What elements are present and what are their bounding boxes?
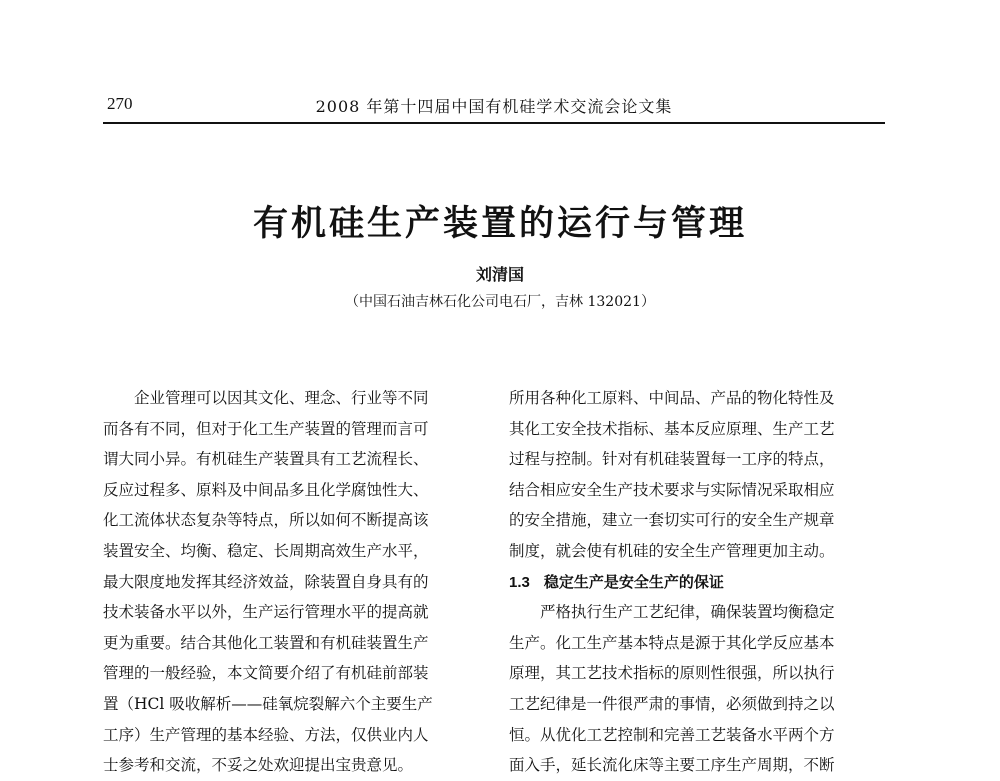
paragraph-line: 的安全措施，建立一套切实可行的安全生产规章: [509, 511, 835, 530]
author-affiliation: （中国石油吉林石化公司电石厂，吉林 132021）: [345, 294, 655, 310]
paragraph-line: 面入手，延长流化床等主要工序生产周期，不断: [509, 756, 835, 775]
paragraph-line: 原理，其工艺技术指标的原则性很强，所以执行: [509, 664, 835, 683]
paragraph-line: 最大限度地发挥其经济效益，除装置自身具有的: [103, 572, 429, 591]
section-title: 稳定生产是安全生产的保证: [543, 572, 724, 591]
paragraph-line: 所用各种化工原料、中间品、产品的物化特性及: [509, 389, 835, 407]
left-column: [103, 383, 483, 781]
paragraph-line: 置（HCl 吸收解析——硅氧烷裂解六个主要生产: [103, 694, 433, 713]
section-heading: [509, 567, 893, 598]
paragraph-line: 反应过程多、原料及中间品多且化学腐蚀性大、: [103, 480, 429, 499]
paragraph-line: 更为重要。结合其他化工装置和有机硅装置生产: [103, 633, 429, 652]
paragraph-line: 化工流体状态复杂等特点，所以如何不断提高该: [103, 511, 429, 530]
article-author: 刘清国: [475, 265, 524, 284]
paragraph-line: 工序）生产管理的基本经验、方法，仅供业内人: [103, 725, 429, 744]
paragraph-line: 谓大同小异。有机硅生产装置具有工艺流程长、: [103, 450, 429, 469]
paragraph-line: 严格执行生产工艺纪律，确保装置均衡稳定: [540, 603, 835, 622]
paragraph-line: 技术装备水平以外，生产运行管理水平的提高就: [103, 603, 429, 622]
paragraph-line: 士参考和交流，不妥之处欢迎提出宝贵意见。: [103, 756, 414, 775]
paragraph-line: 过程与控制。针对有机硅装置每一工序的特点，: [509, 450, 835, 469]
running-title: 2008 年第十四届中国有机硅学术交流会论文集: [315, 97, 673, 116]
page-number: 270: [107, 94, 133, 113]
article-title: 有机硅生产装置的运行与管理: [252, 203, 747, 244]
section-number: 1.3: [509, 573, 530, 591]
paragraph-line: 制度，就会使有机硅的安全生产管理更加主动。: [509, 541, 835, 560]
paragraph-line: 工艺纪律是一件很严肃的事情，必须做到持之以: [509, 694, 835, 713]
paragraph-line: 其化工安全技术指标、基本反应原理、生产工艺: [509, 419, 835, 438]
paragraph-line: 而各有不同，但对于化工生产装置的管理而言可: [103, 419, 429, 438]
paragraph-line: 恒。从优化工艺控制和完善工艺装备水平两个方: [509, 725, 835, 744]
paragraph-line: 管理的一般经验，本文简要介绍了有机硅前部装: [103, 664, 429, 683]
paragraph-line: 企业管理可以因其文化、理念、行业等不同: [134, 389, 429, 407]
paragraph-line: 装置安全、均衡、稳定、长周期高效生产水平，: [103, 541, 429, 560]
paragraph-line: 结合相应安全生产技术要求与实际情况采取相应: [509, 480, 835, 499]
page-header: [103, 92, 885, 124]
paragraph-line: 生产。化工生产基本特点是源于其化学反应基本: [509, 633, 835, 652]
right-column: [509, 383, 893, 781]
